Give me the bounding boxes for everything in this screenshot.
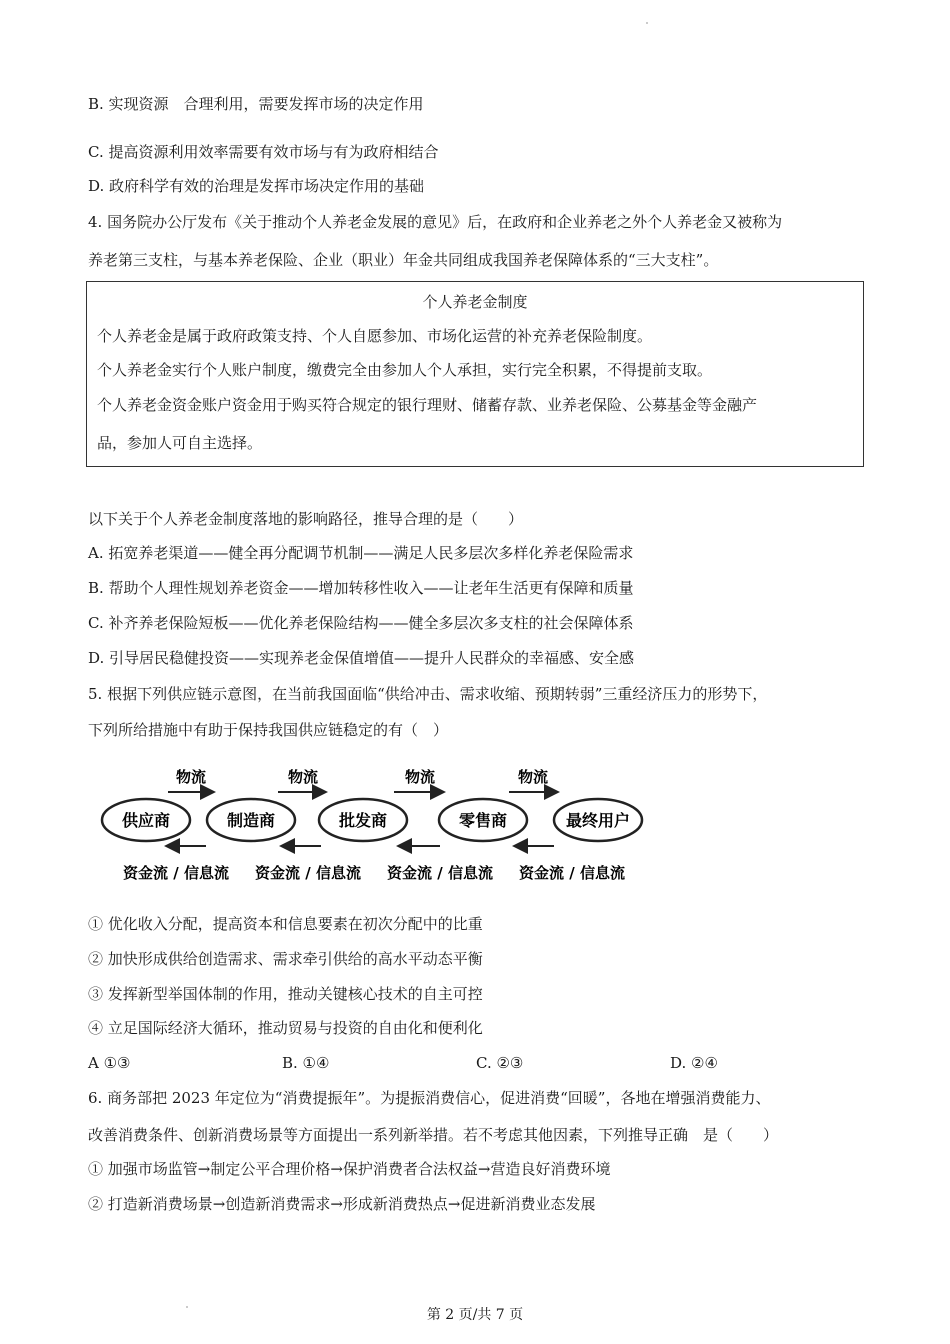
node-wholesaler-label: 批发商 — [338, 811, 388, 830]
q5-option-d: D. ②④ — [670, 1054, 718, 1072]
q3-option-d: D. 政府科学有效的治理是发挥市场决定作用的基础 — [88, 177, 425, 195]
node-retailer-label: 零售商 — [458, 811, 508, 830]
fund-info-label-2: 资金流 / 信息流 — [255, 864, 361, 882]
fund-info-label-3: 资金流 / 信息流 — [387, 864, 493, 882]
node-supplier — [102, 799, 190, 841]
q4-stem-line2: 养老第三支柱，与基本养老保险、企业（职业）年金共同组成我国养老保障体系的“三大支柱”。 — [88, 251, 719, 269]
q4-option-c: C. 补齐养老保险短板——优化养老保险结构——健全多层次多支柱的社会保障体系 — [88, 614, 634, 632]
q6-stem-line1: 6. 商务部把 2023 年定位为“消费提振年”。为提振消费信心，促进消费“回暖”，各地在增强消费能力、 — [88, 1089, 771, 1107]
q5-stem-line1: 5. 根据下列供应链示意图，在当前我国面临“供给冲击、需求收缩、预期转弱”三重经济压力的形势下， — [88, 685, 768, 703]
logistics-label-3: 物流 — [404, 768, 436, 786]
supply-chain-diagram — [96, 760, 646, 890]
node-wholesaler — [319, 799, 407, 841]
scan-speck — [646, 22, 648, 24]
q6-item-1: ① 加强市场监管→制定公平合理价格→保护消费者合法权益→营造良好消费环境 — [88, 1160, 611, 1178]
node-manufacturer — [207, 799, 295, 841]
node-supplier-label: 供应商 — [121, 811, 171, 830]
q4-stem-line1: 4. 国务院办公厅发布《关于推动个人养老金发展的意见》后，在政府和企业养老之外个人养老金又被称为 — [88, 213, 783, 231]
fund-info-label-4: 资金流 / 信息流 — [519, 864, 625, 882]
node-retailer — [439, 799, 527, 841]
q3-option-c: C. 提高资源利用效率需要有效市场与有为政府相结合 — [88, 143, 439, 161]
q5-stem-line2: 下列所给措施中有助于保持我国供应链稳定的有（ ） — [88, 721, 449, 739]
q5-option-b: B. ①④ — [282, 1054, 330, 1072]
logistics-label-1: 物流 — [175, 768, 207, 786]
logistics-label-4: 物流 — [517, 768, 549, 786]
q6-item-2: ② 打造新消费场景→创造新消费需求→形成新消费热点→促进新消费业态发展 — [88, 1195, 596, 1213]
q4-option-b: B. 帮助个人理性规划养老资金——增加转移性收入——让老年生活更有保障和质量 — [88, 579, 634, 597]
q4-option-a: A. 拓宽养老渠道——健全再分配调节机制——满足人民多层次多样化养老保险需求 — [88, 544, 634, 562]
q5-item-1: ① 优化收入分配，提高资本和信息要素在初次分配中的比重 — [88, 915, 483, 933]
q5-item-3: ③ 发挥新型举国体制的作用，推动关键核心技术的自主可控 — [88, 985, 483, 1003]
q5-option-a: A ①③ — [88, 1054, 131, 1072]
q4-question: 以下关于个人养老金制度落地的影响路径，推导合理的是（ ） — [88, 510, 524, 528]
q5-item-4: ④ 立足国际经济大循环，推动贸易与投资的自由化和便利化 — [88, 1019, 483, 1037]
box-line-4: 品，参加人可自主选择。 — [97, 434, 263, 452]
page-footer: 第 2 页/共 7 页 — [426, 1307, 524, 1323]
q6-stem-line2: 改善消费条件、创新消费场景等方面提出一系列新举措。若不考虑其他因素，下列推导正确 是（ ） — [88, 1126, 779, 1144]
box-line-1: 个人养老金是属于政府政策支持、个人自愿参加、市场化运营的补充养老保险制度。 — [97, 327, 653, 345]
box-line-3: 个人养老金资金账户资金用于购买符合规定的银行理财、储蓄存款、业养老保险、公募基金等金融产 — [97, 396, 758, 414]
node-end-user-label: 最终用户 — [565, 811, 631, 830]
box-title: 个人养老金制度 — [422, 293, 528, 311]
q5-option-c: C. ②③ — [476, 1054, 524, 1072]
q3-option-b: B. 实现资源 合理利用，需要发挥市场的决定作用 — [88, 95, 424, 113]
pension-info-box — [86, 281, 864, 467]
q4-option-d: D. 引导居民稳健投资——实现养老金保值增值——提升人民群众的幸福感、安全感 — [88, 649, 635, 667]
logistics-label-2: 物流 — [287, 768, 319, 786]
fund-info-label-1: 资金流 / 信息流 — [123, 864, 229, 882]
node-end-user — [554, 799, 642, 841]
node-manufacturer-label: 制造商 — [226, 811, 276, 830]
q5-item-2: ② 加快形成供给创造需求、需求牵引供给的高水平动态平衡 — [88, 950, 483, 968]
box-line-2: 个人养老金实行个人账户制度，缴费完全由参加人个人承担，实行完全积累，不得提前支取。 — [97, 361, 713, 379]
